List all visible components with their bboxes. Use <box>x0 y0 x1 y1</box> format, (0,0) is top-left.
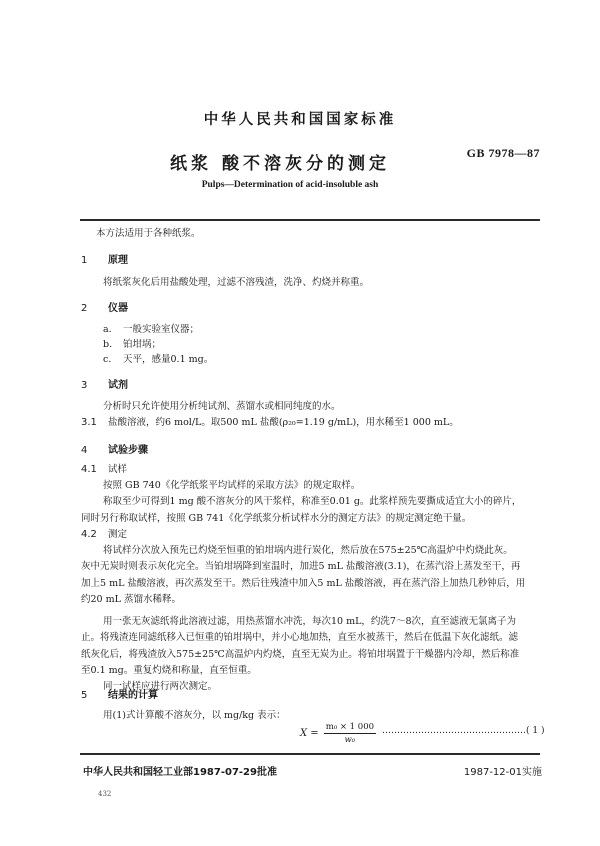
section-number: 5 <box>81 690 88 701</box>
section-number: 4 <box>81 445 88 456</box>
leader-dots: ………………………………………… <box>382 726 526 736</box>
subsection-3-1 <box>81 415 459 431</box>
subsection-number: 4.1 <box>81 464 97 475</box>
scope-statement: 本方法适用于各种纸浆。 <box>96 228 201 239</box>
formula-numerator: m₀ × 1 000 <box>325 722 375 732</box>
list-item-text: 铂坩埚； <box>123 339 162 350</box>
text-line: 同时另行称取试样，按照 GB 741《化学纸浆分析试样水分的测定方法》的规定测定绝干量。 <box>81 512 472 524</box>
formula-leader <box>382 726 544 736</box>
formula-1 <box>300 722 376 745</box>
section-3-heading <box>81 376 128 391</box>
subsection-4-1-body <box>81 478 543 527</box>
text-line: 约20 mL 蒸馏水稀释。 <box>81 593 181 605</box>
text-line: 将试样分次放入预先已灼烧至恒重的铂坩埚内进行炭化，然后放在575±25℃高温炉中灼烧此灰。 <box>103 545 513 556</box>
section-5-body: 用(1)式计算酸不溶灰分，以 mg/kg 表示： <box>103 710 286 721</box>
section-1-body: 将纸浆灰化后用盐酸处理，过滤不溶残渣，洗净、灼烧并称重。 <box>103 277 370 288</box>
header-rule <box>80 219 540 221</box>
section-title: 仪器 <box>108 303 128 314</box>
list-item <box>103 337 161 353</box>
formula-denominator: w₀ <box>344 735 356 745</box>
section-4-heading <box>81 441 148 456</box>
text-line: 同一试样应进行两次测定。 <box>103 681 218 693</box>
subsection-4-2-body <box>81 543 543 696</box>
section-title: 试剂 <box>108 380 128 391</box>
list-marker: b. <box>103 339 113 350</box>
subsection-number: 4.2 <box>81 529 97 540</box>
section-number: 1 <box>81 255 88 266</box>
list-item-text: 天平，感量0.1 mg。 <box>123 354 214 365</box>
section-title: 原理 <box>108 255 128 266</box>
list-item <box>103 352 213 368</box>
section-3-body: 分析时只允许使用分析纯试剂、蒸馏水或相同纯度的水。 <box>103 401 341 412</box>
text-line: 灰中无炭时则表示灰化完全。当铂坩埚降到室温时，加进5 mL 盐酸溶液(3.1)，在蒸汽浴上蒸发至干，再 <box>81 561 521 573</box>
subsection-4-1-heading <box>81 462 127 478</box>
subsection-number: 3.1 <box>81 417 97 428</box>
document-title-en: Pulps—Determination of acid-insoluble ash <box>201 180 379 190</box>
effective-date: 1987-12-01实施 <box>463 767 542 778</box>
section-1-heading <box>81 251 128 266</box>
list-marker: a. <box>103 324 112 335</box>
text-line: 至0.1 mg。重复灼烧和称量，直至恒重。 <box>81 665 257 677</box>
list-marker: c. <box>103 354 112 365</box>
formula-lhs: X = <box>300 728 319 739</box>
text-line: 用一张无灰滤纸将此溶液过滤，用热蒸馏水冲洗，每次10 mL，约洗7～8次，直至滤液无氯离子为 <box>103 616 517 628</box>
list-item-text: 一般实验室仪器； <box>123 324 200 335</box>
text-line: 称取至少可得到1 mg 酸不溶灰分的风干浆样，称准至0.01 g。此浆样预先要撕成适宜大小的碎片， <box>103 496 522 508</box>
document-title-zh: 纸浆 酸不溶灰分的测定 <box>170 154 390 174</box>
section-title: 试验步骤 <box>108 445 148 456</box>
section-title: 结果的计算 <box>108 690 158 701</box>
formula-fraction <box>324 722 376 745</box>
section-2-heading <box>81 299 128 314</box>
footer-rule <box>80 753 540 755</box>
equation-number: ( 1 ) <box>526 726 545 736</box>
approval-date: 中华人民共和国轻工业部1987-07-29批准 <box>83 767 277 778</box>
standard-code: GB 7978—87 <box>466 146 540 160</box>
standard-type-heading: 中华人民共和国国家标准 <box>203 112 397 128</box>
text-line: 按照 GB 740《化学纸浆平均试样的采取方法》的规定取样。 <box>103 480 361 491</box>
page-number: 432 <box>98 790 112 798</box>
subsection-title: 试样 <box>108 464 128 475</box>
subsection-4-2-heading <box>81 527 127 543</box>
subsection-title: 测定 <box>108 529 128 540</box>
section-number: 2 <box>81 303 88 314</box>
text-line: 加上5 mL 盐酸溶液，再次蒸发至干。然后往残渣中加入5 mL 盐酸溶液，再在蒸汽浴上加热几秒钟后，用 <box>81 577 526 589</box>
list-item <box>103 322 199 338</box>
section-5-heading <box>81 686 158 701</box>
subsection-text: 盐酸溶液，约6 mol/L。取500 mL 盐酸(ρ₂₀=1.19 g/mL)，用水稀至1 000 mL。 <box>108 417 459 428</box>
text-line: 止。将残渣连同滤纸移入已恒重的铂坩埚中，并小心地加热，直至水被蒸干，然后在低温下灰化滤纸。滤 <box>81 632 519 644</box>
text-line: 纸灰化后，将残渣放入575±25℃高温炉内灼烧，直至无炭为止。将铂坩埚置于干燥器内冷却，然后称准 <box>81 648 520 660</box>
section-number: 3 <box>81 380 88 391</box>
